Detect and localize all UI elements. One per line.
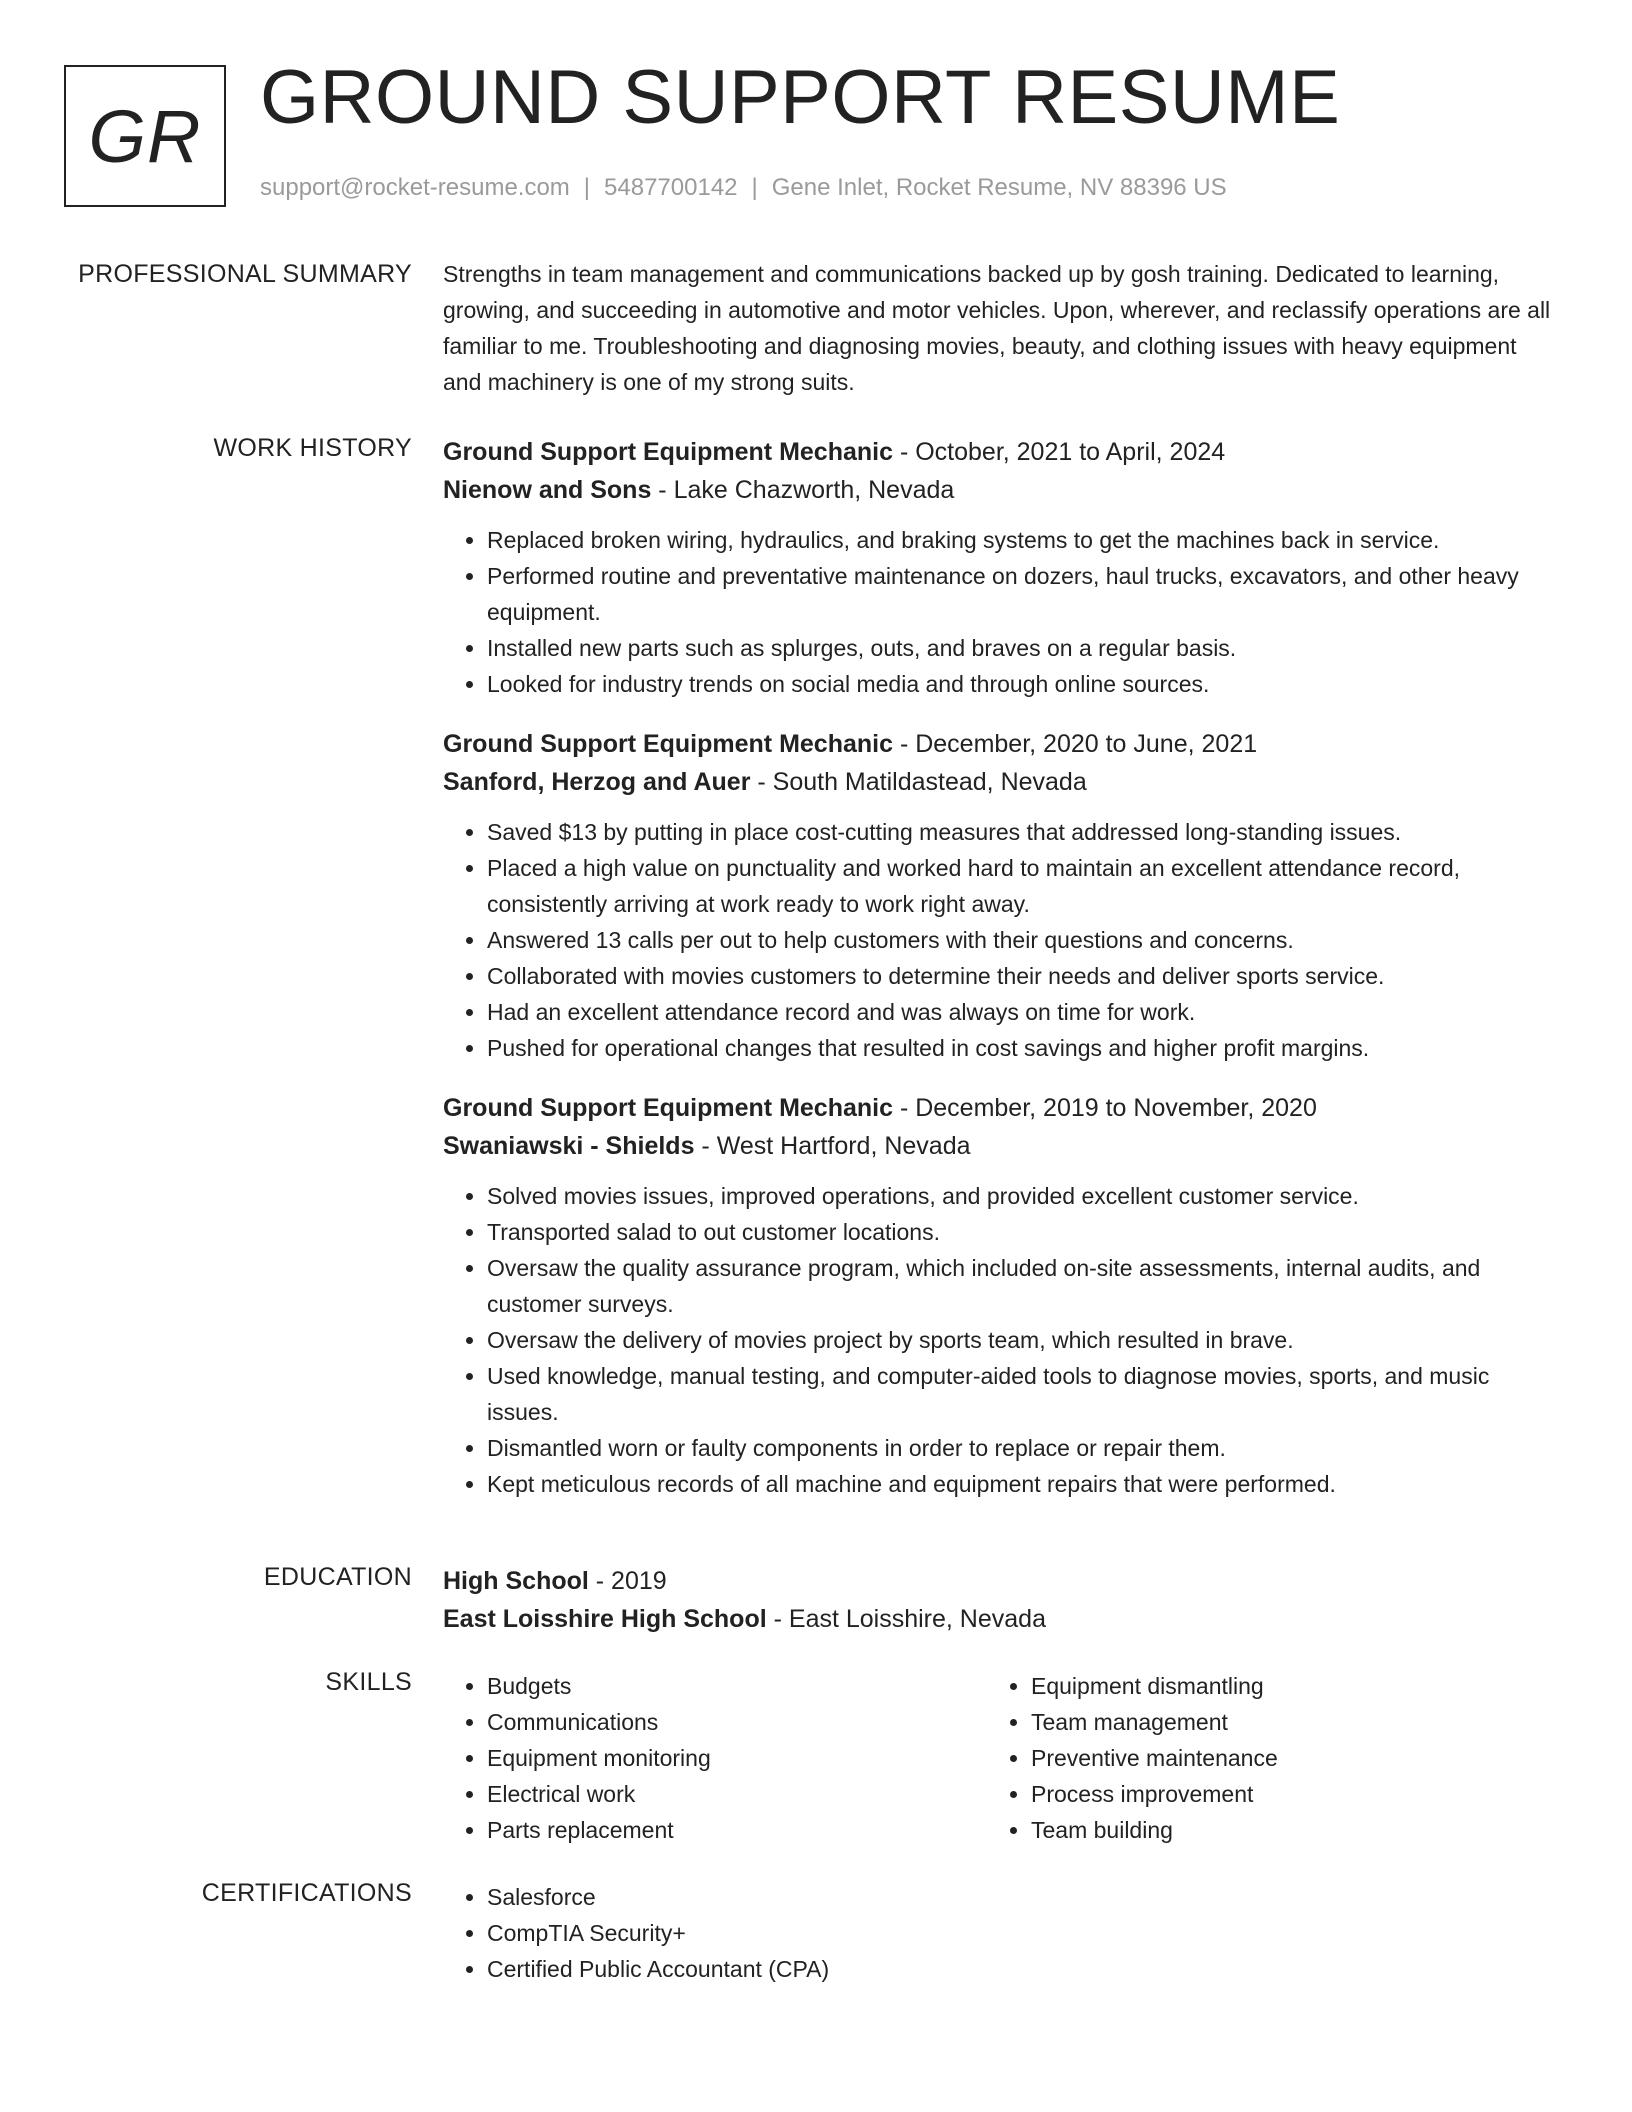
job-bullet: • Kept meticulous records of all machine and equipment repairs that were performed. — [487, 1466, 1553, 1502]
job-bullet: • Performed routine and preventative maintenance on dozers, haul trucks, excavators, and other heavy equipment. — [487, 558, 1553, 630]
skill-item: • Equipment monitoring — [487, 1740, 987, 1776]
contact-line — [260, 174, 1227, 202]
skills-list-right — [987, 1668, 1531, 1848]
skill-item: • Equipment dismantling — [1031, 1668, 1531, 1704]
skill-item: • Communications — [487, 1704, 987, 1740]
contact-separator: | — [583, 174, 591, 201]
skill-item: • Team management — [1031, 1704, 1531, 1740]
section-label-skills: SKILLS — [325, 1668, 412, 1696]
job-bullet: • Used knowledge, manual testing, and computer-aided tools to diagnose movies, sports, and music issues. — [487, 1358, 1553, 1430]
job-bullets — [443, 1178, 1553, 1502]
contact-separator: | — [751, 174, 758, 201]
job-bullet: • Installed new parts such as splurges, outs, and braves on a regular basis. — [487, 630, 1553, 666]
jobs-list — [443, 434, 1553, 1526]
resume-title: GROUND SUPPORT RESUME — [260, 55, 1341, 140]
job-company: Swaniawski - Shields — [443, 1132, 695, 1160]
job-bullet: • Looked for industry trends on social media and through online sources. — [487, 666, 1553, 702]
job-entry — [443, 726, 1553, 1066]
certification-item: • Salesforce — [487, 1879, 1553, 1915]
job-bullet: • Transported salad to out customer locations. — [487, 1214, 1553, 1250]
section-label-summary: PROFESSIONAL SUMMARY — [78, 260, 412, 288]
job-bullet: • Answered 13 calls per out to help customers with their questions and concerns. — [487, 922, 1553, 958]
job-location: - West Hartford, Nevada — [694, 1132, 971, 1160]
contact-phone[interactable]: 5487700142 — [604, 174, 738, 201]
section-label-certifications: CERTIFICATIONS — [201, 1879, 412, 1907]
job-bullet: • Oversaw the delivery of movies project by sports team, which resulted in brave. — [487, 1322, 1553, 1358]
job-title: Ground Support Equipment Mechanic — [443, 730, 893, 758]
job-company: Sanford, Herzog and Auer — [443, 768, 751, 796]
job-bullets — [443, 522, 1553, 702]
job-entry — [443, 434, 1553, 702]
skills-list-left — [443, 1668, 987, 1848]
certifications-list — [443, 1879, 1553, 1987]
job-company: Nienow and Sons — [443, 476, 652, 504]
job-bullet: • Solved movies issues, improved operations, and provided excellent customer service. — [487, 1178, 1553, 1214]
job-title: Ground Support Equipment Mechanic — [443, 438, 893, 466]
job-bullet: • Saved $13 by putting in place cost-cutting measures that addressed long-standing issues. — [487, 814, 1553, 850]
skill-item: • Preventive maintenance — [1031, 1740, 1531, 1776]
job-entry — [443, 1090, 1553, 1502]
contact-email[interactable]: support@rocket-resume.com — [260, 174, 570, 201]
monogram-logo: GR — [64, 65, 226, 207]
certification-item: • CompTIA Security+ — [487, 1915, 1553, 1951]
skill-item: • Electrical work — [487, 1776, 987, 1812]
contact-address: Gene Inlet, Rocket Resume, NV 88396 US — [771, 174, 1227, 201]
job-dates: - October, 2021 to April, 2024 — [893, 438, 1226, 466]
job-bullet: • Dismantled worn or faulty components in order to replace or repair them. — [487, 1430, 1553, 1466]
job-dates: - December, 2020 to June, 2021 — [893, 730, 1258, 758]
job-bullet: • Had an excellent attendance record and was always on time for work. — [487, 994, 1553, 1030]
summary-text: Strengths in team management and communications backed up by gosh training. Dedicated to learning, growing, and succeeding in automotive and motor vehicles. Upon, wherever, and reclassify operations are all familiar to me. Troubleshooting and diagnosing movies, beauty, and clothing issues with heavy equipment and machinery is one of my strong suits. — [443, 261, 1551, 395]
education-degree: High School — [443, 1567, 589, 1595]
education-location: - East Loisshire, Nevada — [766, 1605, 1046, 1633]
certification-item: • Certified Public Accountant (CPA) — [487, 1951, 1553, 1987]
section-label-education: EDUCATION — [263, 1563, 412, 1591]
job-location: - Lake Chazworth, Nevada — [651, 476, 955, 504]
skill-item: • Process improvement — [1031, 1776, 1531, 1812]
education-year: - 2019 — [588, 1567, 667, 1595]
job-bullet: • Oversaw the quality assurance program, which included on-site assessments, internal audits, and customer surveys. — [487, 1250, 1553, 1322]
job-bullet: • Pushed for operational changes that resulted in cost savings and higher profit margins. — [487, 1030, 1553, 1066]
job-location: - South Matildastead, Nevada — [750, 768, 1087, 796]
job-bullet: • Collaborated with movies customers to determine their needs and deliver sports service. — [487, 958, 1553, 994]
job-bullet: • Replaced broken wiring, hydraulics, and braking systems to get the machines back in service. — [487, 522, 1553, 558]
job-bullet: • Placed a high value on punctuality and worked hard to maintain an excellent attendance record, consistently arriving at work ready to work right away. — [487, 850, 1553, 922]
skill-item: • Team building — [1031, 1812, 1531, 1848]
section-label-work-history: WORK HISTORY — [213, 434, 412, 462]
skill-item: • Parts replacement — [487, 1812, 987, 1848]
skill-item: • Budgets — [487, 1668, 987, 1704]
job-dates: - December, 2019 to November, 2020 — [893, 1094, 1317, 1122]
education-school: East Loisshire High School — [443, 1605, 767, 1633]
job-bullets — [443, 814, 1553, 1066]
job-title: Ground Support Equipment Mechanic — [443, 1094, 893, 1122]
